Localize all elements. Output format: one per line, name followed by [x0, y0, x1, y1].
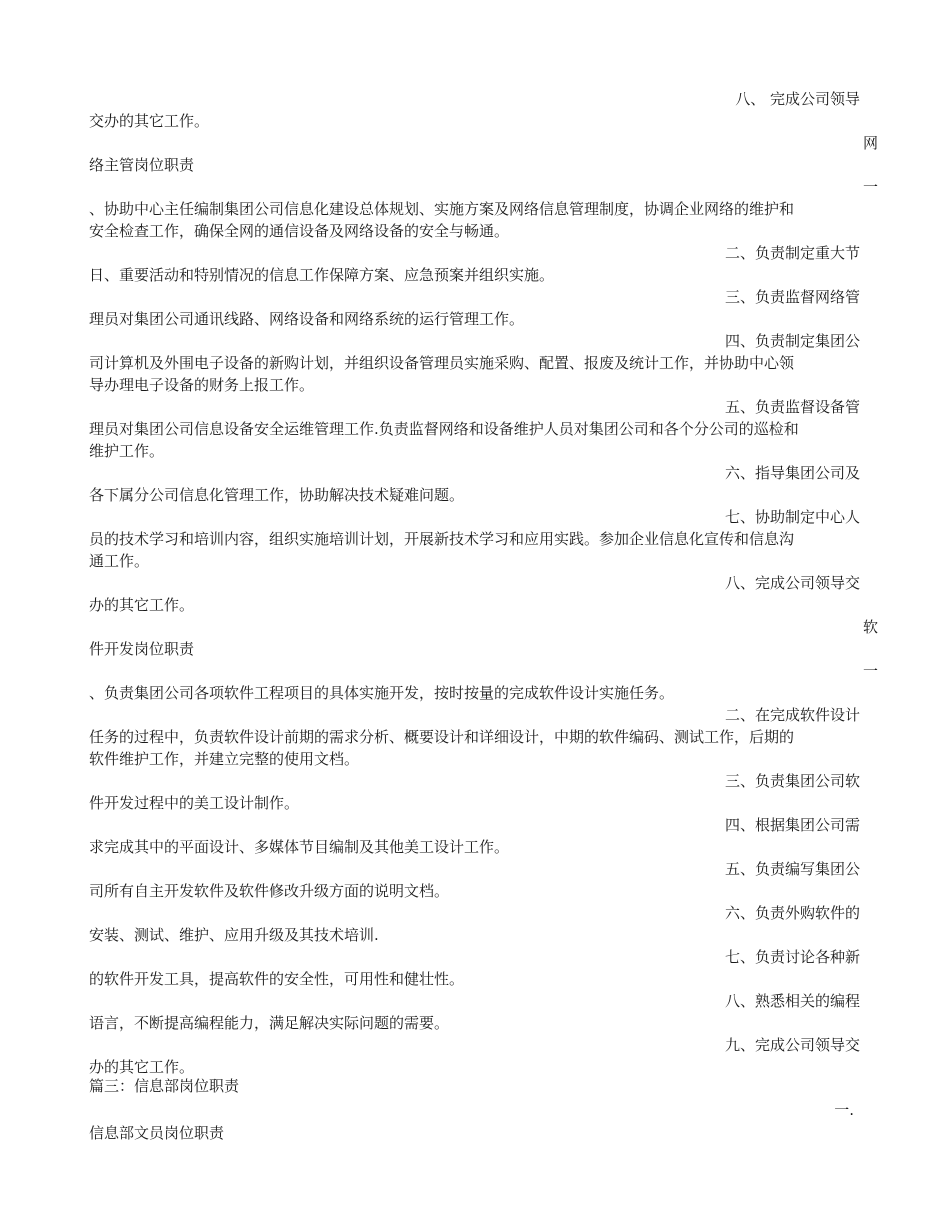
clause-heading: 七、协助制定中心人 [724, 508, 860, 526]
text-line: 件开发过程中的美工设计制作。 [89, 794, 300, 812]
text-line: 任务的过程中，负责软件设计前期的需求分析、概要设计和详细设计，中期的软件编码、测试工作，后期的 [89, 728, 795, 746]
text-line: 导办理电子设备的财务上报工作。 [89, 376, 315, 394]
clause-heading: 二、在完成软件设计 [724, 706, 860, 724]
clause-heading: 四、负责制定集团公 [724, 332, 860, 350]
text-line: 司所有自主开发软件及软件修改升级方面的说明文档。 [89, 882, 450, 900]
text-line: 交办的其它工作。 [89, 112, 210, 130]
text-line: 安装、测试、维护、应用升级及其技术培训. [89, 926, 379, 944]
chapter-title: 篇三：信息部岗位职责 [89, 1077, 240, 1095]
section-title-prefix: 软 [862, 618, 878, 636]
text-line: 理员对集团公司信息设备安全运维管理工作.负责监督网络和设备维护人员对集团公司和各个分公司的巡检和 [89, 420, 799, 438]
clause-heading: 五、负责监督设备管 [724, 398, 860, 416]
clause-heading: 六、负责外购软件的 [724, 904, 860, 922]
clause-heading: 九、完成公司领导交 [724, 1036, 860, 1054]
section-title: 络主管岗位职责 [89, 156, 195, 174]
clause-heading: 三、负责集团公司软 [724, 772, 860, 790]
clause-heading: 七、负责讨论各种新 [724, 948, 860, 966]
text-line: 办的其它工作。 [89, 1058, 195, 1076]
section-title: 件开发岗位职责 [89, 640, 195, 658]
clause-number: 一 [862, 178, 878, 196]
text-line: 的软件开发工具，提高软件的安全性，可用性和健壮性。 [89, 970, 465, 988]
text-line: 、负责集团公司各项软件工程项目的具体实施开发，按时按量的完成软件设计实施任务。 [89, 684, 675, 702]
text-line: 、协助中心主任编制集团公司信息化建设总体规划、实施方案及网络信息管理制度，协调企业网络的维护和 [89, 200, 795, 218]
clause-heading: 五、负责编写集团公 [724, 860, 860, 878]
clause-number: 一. [834, 1101, 854, 1119]
text-line: 理员对集团公司通讯线路、网络设备和网络系统的运行管理工作。 [89, 310, 525, 328]
text-line: 日、重要活动和特别情况的信息工作保障方案、应急预案并组织实施。 [89, 266, 555, 284]
clause-heading: 三、负责监督网络管 [724, 288, 860, 306]
text-line: 求完成其中的平面设计、多媒体节目编制及其他美工设计工作。 [89, 838, 510, 856]
text-line: 通工作。 [89, 552, 150, 570]
text-line: 软件维护工作，并建立完整的使用文档。 [89, 750, 360, 768]
text-line: 各下属分公司信息化管理工作，协助解决技术疑难问题。 [89, 486, 465, 504]
text-line: 办的其它工作。 [89, 596, 195, 614]
clause-number: 一 [862, 662, 878, 680]
text-line: 维护工作。 [89, 442, 165, 460]
section-title-prefix: 网 [862, 134, 878, 152]
clause-heading: 六、指导集团公司及 [724, 464, 860, 482]
text-line: 司计算机及外围电子设备的新购计划，并组织设备管理员实施采购、配置、报废及统计工作，并协助中心领 [89, 354, 795, 372]
section-title: 信息部文员岗位职责 [89, 1124, 225, 1142]
clause-heading: 四、根据集团公司需 [724, 816, 860, 834]
text-line: 语言，不断提高编程能力，满足解决实际问题的需要。 [89, 1014, 450, 1032]
clause-heading: 八、熟悉相关的编程 [724, 992, 860, 1010]
clause-heading: 八、 完成公司领导 [735, 90, 860, 108]
clause-heading: 二、负责制定重大节 [724, 244, 860, 262]
clause-heading: 八、完成公司领导交 [724, 574, 860, 592]
text-line: 安全检查工作，确保全网的通信设备及网络设备的安全与畅通。 [89, 222, 510, 240]
text-line: 员的技术学习和培训内容，组织实施培训计划，开展新技术学习和应用实践。参加企业信息化宣传和信息沟 [89, 530, 795, 548]
